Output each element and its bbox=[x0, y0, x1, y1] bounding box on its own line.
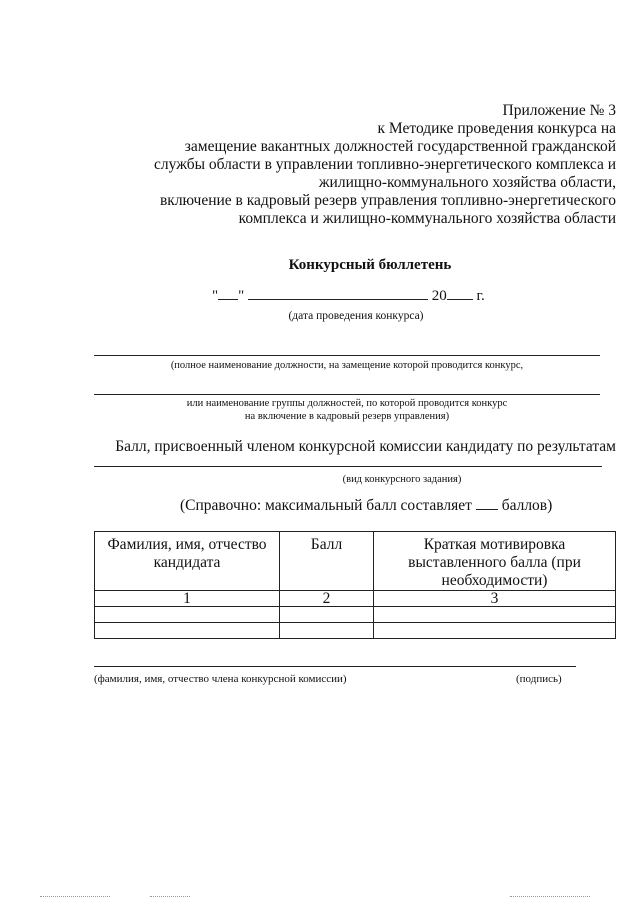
table-number-row bbox=[95, 591, 616, 607]
motivation-cell[interactable] bbox=[374, 607, 616, 623]
table-row bbox=[95, 607, 616, 623]
score-cell[interactable] bbox=[280, 623, 374, 639]
reference-prefix: (Справочно: максимальный балл составляет bbox=[180, 497, 472, 514]
position-caption-2: или наименование группы должностей, по которой проводится конкурс bbox=[186, 398, 508, 409]
day-blank[interactable] bbox=[218, 299, 238, 300]
sign-caption: (подпись) bbox=[516, 673, 562, 685]
date-caption: (дата проведения конкурса) bbox=[288, 310, 424, 322]
task-line[interactable] bbox=[94, 466, 602, 467]
reference-line bbox=[180, 497, 552, 515]
header-line: службы области в управлении топливно-энергетического комплекса и bbox=[154, 156, 616, 173]
scan-artifact bbox=[510, 896, 590, 897]
header-line: к Методике проведения конкурса на bbox=[377, 120, 616, 137]
position-caption-1: (полное наименование должности, на замещение которой проводится конкурс, bbox=[170, 360, 524, 371]
col-number: 1 bbox=[95, 591, 280, 607]
table-row bbox=[95, 623, 616, 639]
position-line[interactable] bbox=[94, 355, 600, 356]
scan-artifact bbox=[150, 896, 190, 897]
table-header-row bbox=[95, 532, 616, 591]
motivation-cell[interactable] bbox=[374, 623, 616, 639]
max-score-blank[interactable] bbox=[476, 509, 498, 510]
year-blank[interactable] bbox=[447, 299, 473, 300]
scan-artifact bbox=[40, 896, 110, 897]
quote-open: " bbox=[212, 288, 219, 304]
header-line: замещение вакантных должностей государственной гражданской bbox=[184, 138, 616, 155]
score-text: Балл, присвоенный членом конкурсной комиссии кандидату по результатам bbox=[115, 438, 616, 455]
reference-suffix: баллов) bbox=[501, 497, 553, 514]
header-fio: Фамилия, имя, отчество кандидата bbox=[95, 532, 280, 591]
appendix-number: Приложение № 3 bbox=[502, 102, 616, 119]
col-number: 2 bbox=[280, 591, 374, 607]
quote-close: " bbox=[238, 288, 245, 304]
month-blank[interactable] bbox=[248, 299, 428, 300]
date-field bbox=[212, 288, 485, 305]
score-cell[interactable] bbox=[280, 607, 374, 623]
signature-line[interactable] bbox=[94, 666, 576, 667]
header-motivation: Краткая мотивировка выставленного балла (при необходимости) bbox=[374, 532, 616, 591]
page-title: Конкурсный бюллетень bbox=[288, 257, 452, 273]
header-line: включение в кадровый резерв управления топливно-энергетического bbox=[159, 192, 616, 209]
position-caption-3: на включение в кадровый резерв управления) bbox=[244, 411, 450, 422]
header-score: Балл bbox=[280, 532, 374, 591]
candidate-cell[interactable] bbox=[95, 607, 280, 623]
candidate-cell[interactable] bbox=[95, 623, 280, 639]
task-caption: (вид конкурсного задания) bbox=[342, 474, 462, 485]
scores-table bbox=[94, 531, 616, 639]
header-line: комплекса и жилищно-коммунального хозяйства области bbox=[238, 210, 616, 227]
group-line[interactable] bbox=[94, 394, 600, 395]
header-line: жилищно-коммунального хозяйства области, bbox=[318, 174, 616, 191]
year-suffix: г. bbox=[476, 288, 485, 304]
col-number: 3 bbox=[374, 591, 616, 607]
name-caption: (фамилия, имя, отчество члена конкурсной комиссии) bbox=[94, 673, 347, 685]
year-prefix: 20 bbox=[431, 288, 447, 304]
